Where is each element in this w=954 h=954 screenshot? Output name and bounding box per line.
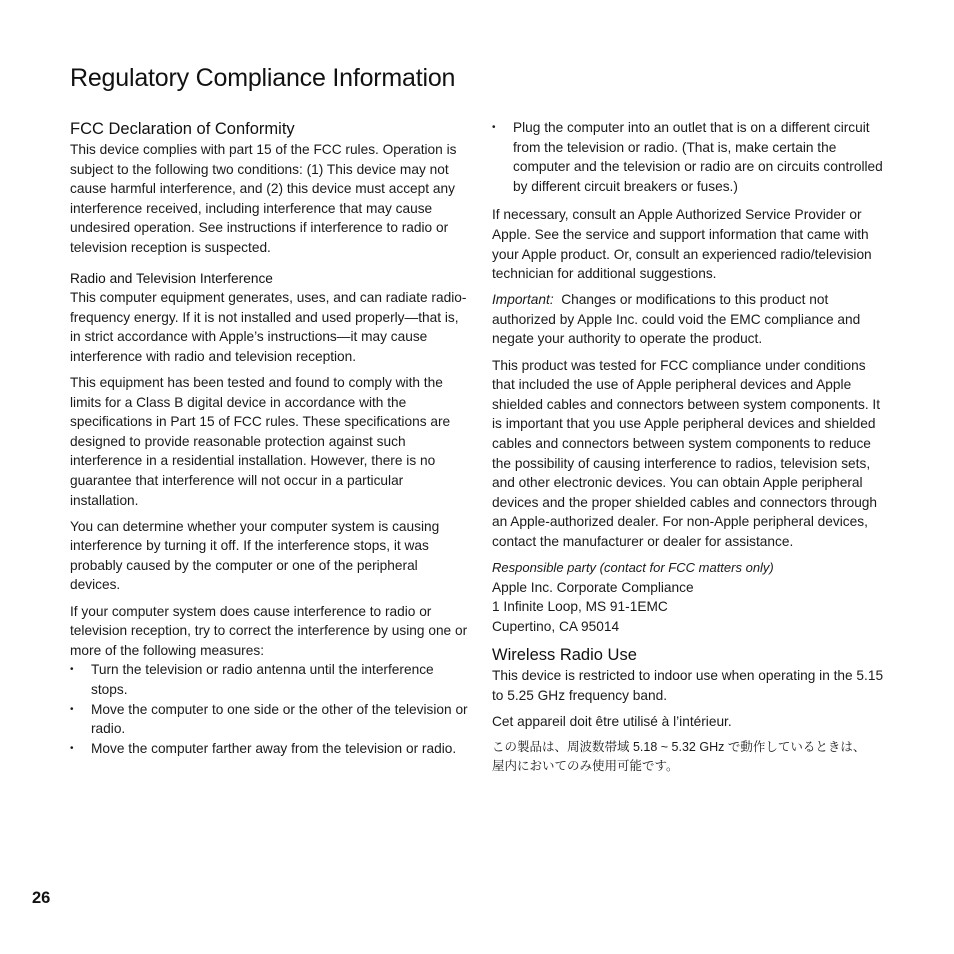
address-line-1: Apple Inc. Corporate Compliance bbox=[492, 579, 694, 595]
address-line-3: Cupertino, CA 95014 bbox=[492, 618, 620, 634]
wireless-heading: Wireless Radio Use bbox=[492, 646, 637, 665]
important-note bbox=[492, 290, 888, 349]
radio-tv-p2: This equipment has been tested and found to comply with the limits for a Class B digital device in accordance with the specifications in Part 15 of FCC rules. These specifications are designed to provide reasonable protection against such interference in a residential installation. However, there is no guarantee that interference will not occur in a particular installation. bbox=[70, 375, 451, 508]
radio-tv-p6: This product was tested for FCC compliance under conditions that included the use of Apple peripheral devices and Apple shielded cables and connectors between system components. It is important that you use Apple peripheral devices and shielded cables and connectors between system components to reduce the possibility of causing interference to radios, television sets, and other electronic devices. You can obtain Apple peripheral devices and the proper shielded cables and connectors through an Apple-authorized dealer. For non-Apple peripheral devices, contact the manufacturer or dealer for assistance. bbox=[492, 357, 881, 549]
fcc-intro: This device complies with part 15 of the FCC rules. Operation is subject to the following two conditions: (1) This device may not cause harmful interference, and (2) this device must accept any interference received, including interference that may cause undesired operation. See instructions if interference to radio or television reception is suspected. bbox=[70, 142, 457, 255]
page-number: 26 bbox=[32, 889, 51, 907]
japanese-line-1: この製品は、周波数帯域 5.18 ~ 5.32 GHz で動作しているときは、 bbox=[492, 740, 866, 755]
measure-text: Turn the television or radio antenna until the interference stops. bbox=[91, 662, 434, 697]
wireless-japanese bbox=[492, 738, 888, 776]
list-item bbox=[70, 700, 470, 739]
radio-tv-p3: You can determine whether your computer system is causing interference by turning it off. If the interference stops, it was probably caused by the computer or one of the peripheral devices. bbox=[70, 518, 440, 593]
bullet-icon: • bbox=[492, 122, 496, 133]
bullet-icon: • bbox=[70, 703, 74, 715]
fcc-heading: FCC Declaration of Conformity bbox=[70, 120, 295, 138]
measure-text: Plug the computer into an outlet that is on a different circuit from the television or radio. (That is, make certain the computer and the television or radio are on circuits controlled by different circuit breakers or fuses.) bbox=[513, 120, 883, 194]
radio-tv-p1: This computer equipment generates, uses, and can radiate radio-frequency energy. If it is not installed and used properly—that is, in strict accordance with Apple’s instructions—it may cause interference with radio and television reception. bbox=[70, 290, 467, 364]
responsible-party bbox=[492, 558, 888, 636]
important-label: Important: bbox=[492, 292, 554, 308]
right-column bbox=[492, 118, 888, 776]
bullet-icon: • bbox=[70, 742, 74, 754]
radio-tv-heading: Radio and Television Interference bbox=[70, 270, 273, 286]
wireless-p1: This device is restricted to indoor use when operating in the 5.15 to 5.25 GHz frequency band. bbox=[492, 668, 884, 703]
measure-text: Move the computer to one side or the other of the television or radio. bbox=[91, 701, 468, 737]
list-item bbox=[492, 118, 888, 196]
important-text: Changes or modifications to this product not authorized by Apple Inc. could void the EMC compliance and negate your authority to operate the product. bbox=[492, 292, 861, 347]
left-column bbox=[70, 118, 470, 765]
measures-list-left bbox=[70, 660, 470, 758]
list-item bbox=[70, 660, 470, 699]
bullet-icon: • bbox=[70, 664, 74, 676]
address-line-2: 1 Infinite Loop, MS 91-1EMC bbox=[492, 599, 668, 615]
measures-list-right bbox=[492, 118, 888, 196]
measure-text: Move the computer farther away from the television or radio. bbox=[91, 740, 457, 756]
radio-tv-p5: If necessary, consult an Apple Authorized Service Provider or Apple. See the service and support information that came with your Apple product. Or, consult an experienced radio/television technician for additional suggestions. bbox=[492, 207, 872, 282]
radio-tv-p4: If your computer system does cause interference to radio or television reception, try to correct the interference by using one or more of the following measures: bbox=[70, 603, 468, 658]
japanese-line-2: 屋内においてのみ使用可能です。 bbox=[492, 759, 679, 774]
wireless-p2: Cet appareil doit être utilisé à l’intérieur. bbox=[492, 714, 732, 730]
list-item bbox=[70, 739, 470, 759]
responsible-party-label: Responsible party (contact for FCC matters only) bbox=[492, 559, 774, 575]
page-title: Regulatory Compliance Information bbox=[70, 64, 456, 92]
